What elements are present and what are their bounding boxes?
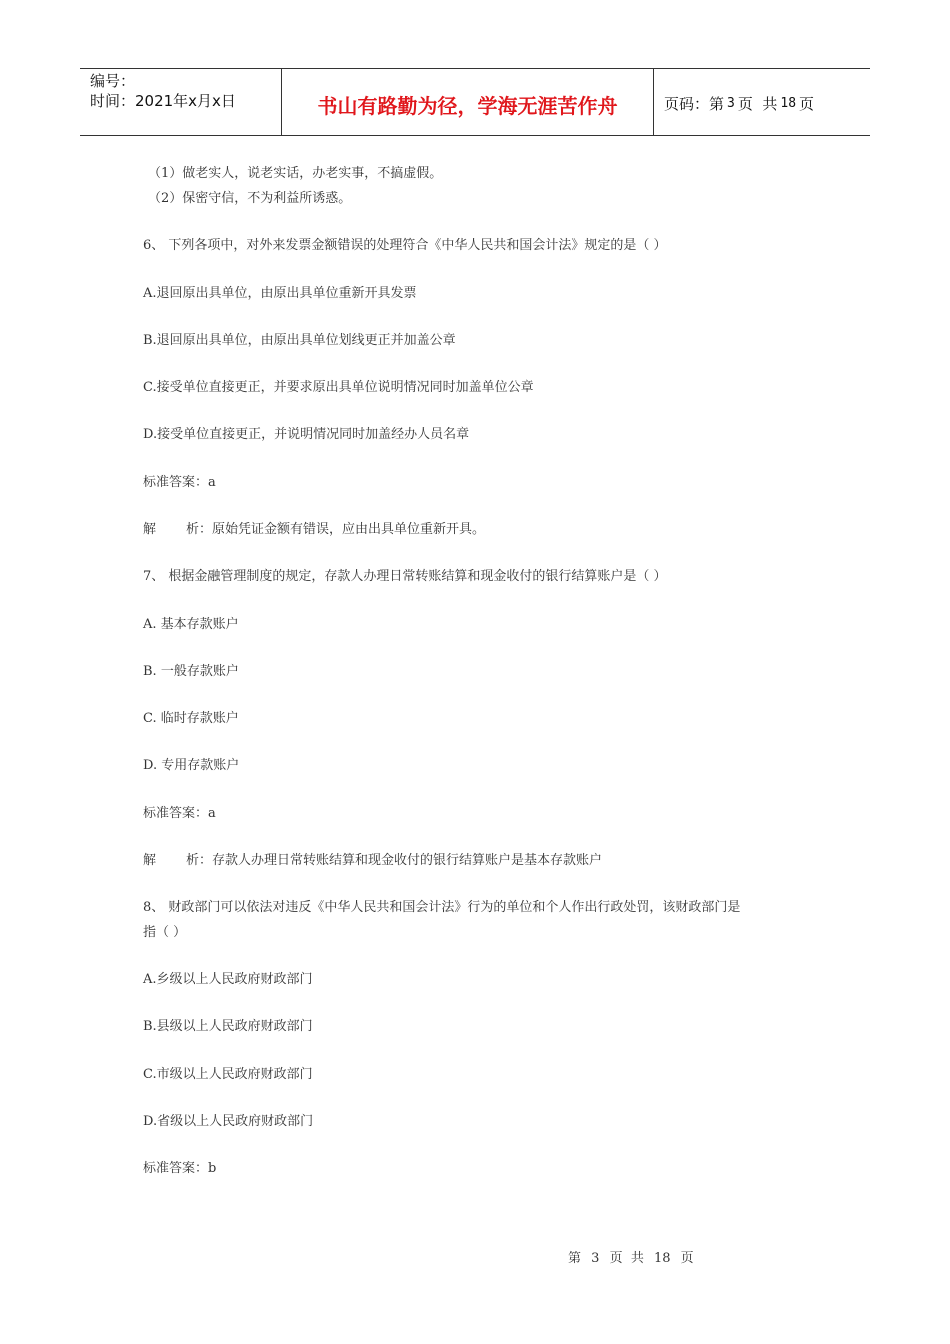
standard-answer: 标准答案：b	[143, 1161, 217, 1176]
question-7: 7、 根据金融管理制度的规定，存款人办理日常转账结算和现金收付的银行结算账户是（ ）	[143, 569, 667, 584]
analysis-line	[143, 518, 485, 537]
standard-answer: 标准答案：a	[143, 806, 216, 821]
option-c: C.市级以上人民政府财政部门	[143, 1067, 313, 1082]
option-a: A. 基本存款账户	[143, 617, 239, 632]
header-meta	[80, 69, 282, 135]
page-label-mid: 页 共	[737, 94, 778, 113]
text-line: （1）做老实人，说老实话，办老实事，不搞虚假。	[148, 166, 443, 181]
footer-total: 18	[653, 1251, 671, 1266]
number-label: 编号：	[90, 72, 136, 90]
footer-current: 3	[591, 1251, 600, 1266]
header-motto: 书山有路勤为径，学海无涯苦作舟	[282, 69, 654, 135]
analysis-prefix: 解	[143, 522, 157, 537]
analysis-text: 析：存款人办理日常转账结算和现金收付的银行结算账户是基本存款账户	[186, 853, 603, 868]
footer-prefix: 第	[568, 1251, 582, 1266]
page-label-prefix: 页码：第	[664, 94, 725, 113]
analysis-text: 析：原始凭证金额有错误，应由出具单位重新开具。	[186, 522, 486, 537]
analysis-prefix: 解	[143, 853, 157, 868]
question-8-cont: 指（ ）	[143, 925, 187, 940]
option-d: D. 专用存款账户	[143, 758, 240, 773]
page-footer	[565, 1247, 697, 1266]
option-b: B. 一般存款账户	[143, 664, 239, 679]
option-b: B.退回原出具单位，由原出具单位划线更正并加盖公章	[143, 333, 456, 348]
page-total: 18	[780, 95, 797, 111]
option-c: C. 临时存款账户	[143, 711, 239, 726]
time-label: 时间：2021年x月x日	[90, 92, 236, 110]
option-a: A.乡级以上人民政府财政部门	[143, 972, 313, 987]
option-a: A.退回原出具单位，由原出具单位重新开具发票	[143, 286, 417, 301]
question-8: 8、 财政部门可以依法对违反《中华人民共和国会计法》行为的单位和个人作出行政处罚，该财政部门是	[143, 900, 741, 915]
header-page-info	[654, 69, 870, 135]
footer-mid: 页 共	[609, 1251, 644, 1266]
question-6: 6、 下列各项中，对外来发票金额错误的处理符合《中华人民共和国会计法》规定的是（ ）	[143, 238, 667, 253]
option-b: B.县级以上人民政府财政部门	[143, 1019, 313, 1034]
option-d: D.省级以上人民政府财政部门	[143, 1114, 314, 1129]
page-header	[80, 68, 870, 136]
page-current: 3	[727, 95, 735, 111]
analysis-line	[143, 849, 602, 868]
text-line: （2）保密守信，不为利益所诱惑。	[148, 191, 352, 206]
option-c: C.接受单位直接更正，并要求原出具单位说明情况同时加盖单位公章	[143, 380, 534, 395]
standard-answer: 标准答案：a	[143, 475, 216, 490]
page-label-suffix: 页	[799, 94, 815, 113]
footer-suffix: 页	[680, 1251, 694, 1266]
option-d: D.接受单位直接更正，并说明情况同时加盖经办人员名章	[143, 427, 470, 442]
